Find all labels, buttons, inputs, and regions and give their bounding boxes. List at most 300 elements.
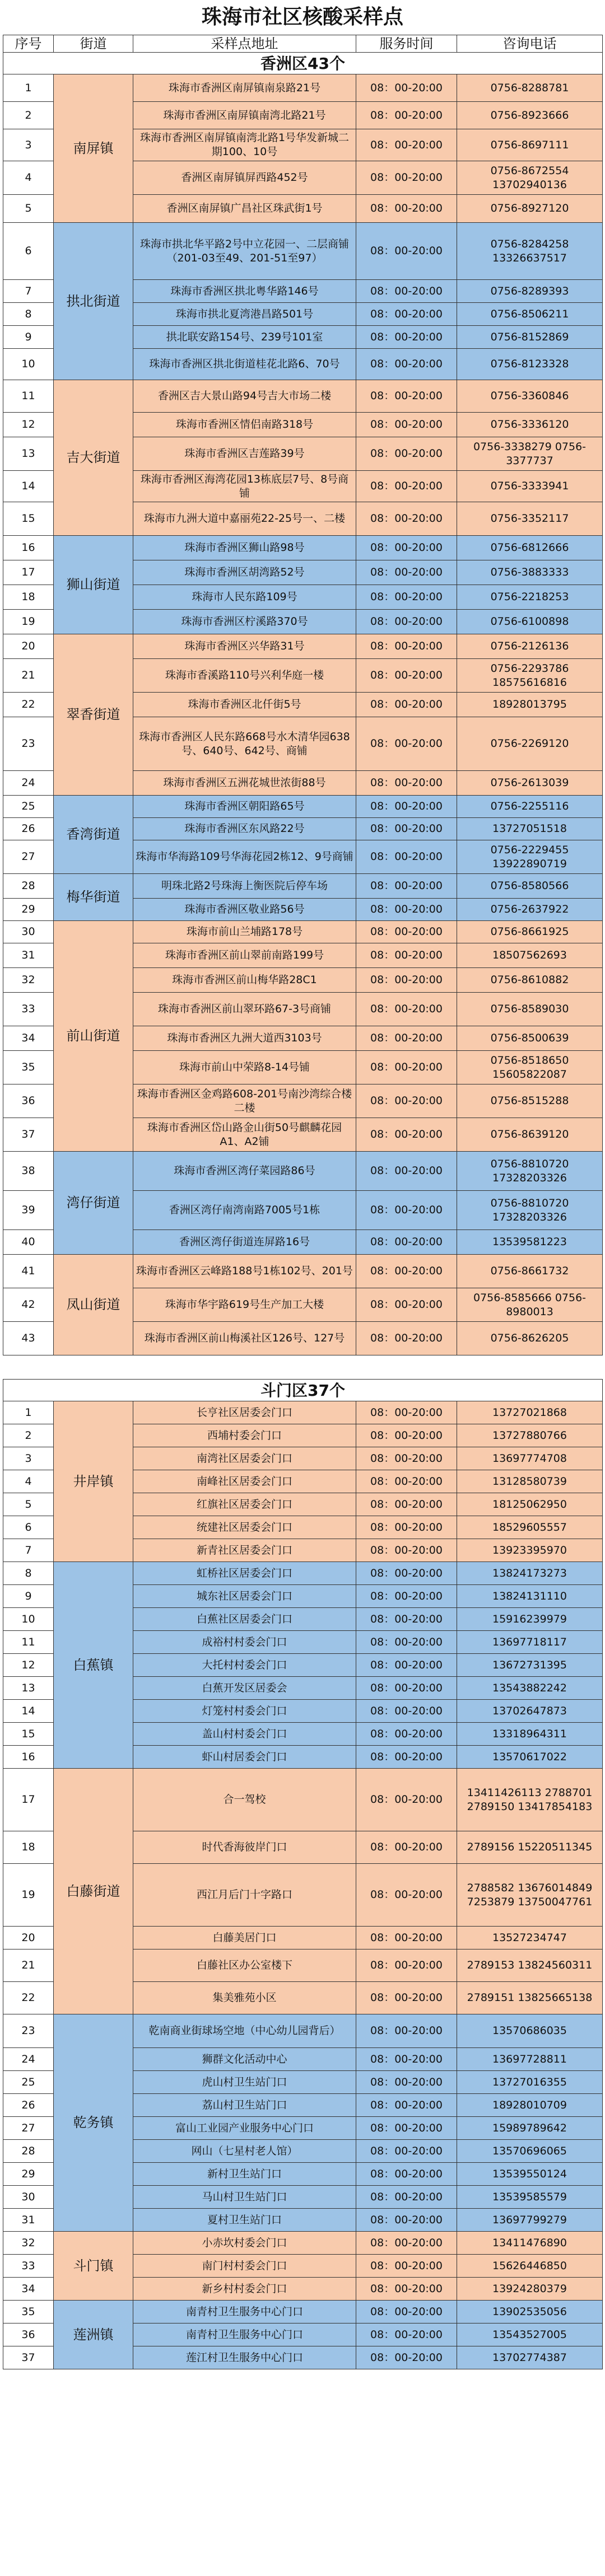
service-time-cell: 08：00-20:00 xyxy=(356,560,457,585)
phone-cell: 0756-6812666 xyxy=(457,536,603,560)
address-cell: 珠海市香洲区吉莲路39号 xyxy=(133,437,356,471)
address-cell: 新青社区居委会门口 xyxy=(133,1539,356,1562)
service-time-cell: 08：00-20:00 xyxy=(356,2255,457,2278)
phone-cell: 13902535056 xyxy=(457,2301,603,2323)
address-cell: 珠海市香洲区人民东路668号水木清华园638号、640号、642号、商铺 xyxy=(133,717,356,771)
row-number: 8 xyxy=(3,1562,54,1585)
row-number: 31 xyxy=(3,943,54,968)
service-time-cell: 08：00-20:00 xyxy=(356,1288,457,1322)
row-number: 7 xyxy=(3,280,54,303)
table-row xyxy=(3,921,603,943)
address-cell: 珠海市香溪路110号兴利华庭一楼 xyxy=(133,659,356,693)
address-cell: 珠海市香洲区狮山路98号 xyxy=(133,536,356,560)
phone-cell: 0756-8639120 xyxy=(457,1118,603,1152)
table-row xyxy=(3,634,603,659)
phone-cell: 18928013795 xyxy=(457,693,603,717)
row-number: 13 xyxy=(3,437,54,471)
row-number: 3 xyxy=(3,1447,54,1470)
service-time-cell: 08：00-20:00 xyxy=(356,2209,457,2232)
row-number: 28 xyxy=(3,874,54,899)
district-cell: 凤山街道 xyxy=(54,1255,133,1355)
service-time-cell: 08：00-20:00 xyxy=(356,1424,457,1447)
row-number: 22 xyxy=(3,1982,54,2014)
row-number: 40 xyxy=(3,1230,54,1255)
row-number: 35 xyxy=(3,2301,54,2323)
service-time-cell: 08：00-20:00 xyxy=(356,2163,457,2186)
address-cell: 明珠北路2号珠海上衡医院后停车场 xyxy=(133,874,356,899)
address-cell: 白蕉社区居委会门口 xyxy=(133,1608,356,1631)
phone-cell: 13727016355 xyxy=(457,2071,603,2094)
address-cell: 拱北联安路154号、239号101室 xyxy=(133,326,356,349)
row-number: 5 xyxy=(3,195,54,223)
row-number: 29 xyxy=(3,2163,54,2186)
address-cell: 珠海市香洲区前山翠环路67-3号商铺 xyxy=(133,993,356,1026)
phone-cell: 13411426113 2788701 2789150 13417854183 xyxy=(457,1769,603,1831)
section-title: 斗门区37个 xyxy=(3,1380,603,1401)
phone-cell: 0756-8589030 xyxy=(457,993,603,1026)
phone-cell: 0756-8152869 xyxy=(457,326,603,349)
phone-cell: 0756-8810720 17328203326 xyxy=(457,1152,603,1191)
phone-cell: 18507562693 xyxy=(457,943,603,968)
service-time-cell: 08：00-20:00 xyxy=(356,993,457,1026)
address-cell: 香洲区南屏镇屏西路452号 xyxy=(133,161,356,195)
address-cell: 大托村村委会门口 xyxy=(133,1654,356,1677)
phone-cell: 13727051518 xyxy=(457,818,603,840)
service-time-cell: 08：00-20:00 xyxy=(356,1191,457,1230)
service-time-cell: 08：00-20:00 xyxy=(356,1516,457,1539)
row-number: 17 xyxy=(3,1769,54,1831)
address-cell: 南青村卫生服务中心门口 xyxy=(133,2323,356,2346)
phone-cell: 13570696065 xyxy=(457,2140,603,2163)
phone-cell: 0756-2255116 xyxy=(457,796,603,818)
row-number: 1 xyxy=(3,74,54,102)
service-time-cell: 08：00-20:00 xyxy=(356,1152,457,1191)
address-cell: 珠海市香洲区湾仔菜园路86号 xyxy=(133,1152,356,1191)
address-cell: 成裕村村委会门口 xyxy=(133,1631,356,1654)
service-time-cell: 08：00-20:00 xyxy=(356,1539,457,1562)
address-cell: 珠海市香洲区南屏镇南湾北路21号 xyxy=(133,102,356,129)
service-time-cell: 08：00-20:00 xyxy=(356,102,457,129)
district-cell: 前山街道 xyxy=(54,921,133,1152)
address-cell: 珠海市香洲区敬业路56号 xyxy=(133,899,356,921)
service-time-cell: 08：00-20:00 xyxy=(356,968,457,993)
table-row xyxy=(3,874,603,899)
row-number: 11 xyxy=(3,380,54,413)
phone-cell: 0756-8284258 13326637517 xyxy=(457,223,603,280)
row-number: 29 xyxy=(3,899,54,921)
phone-cell: 13727021868 xyxy=(457,1401,603,1424)
phone-cell: 13824173273 xyxy=(457,1562,603,1585)
address-cell: 长亨社区居委会门口 xyxy=(133,1401,356,1424)
table-row xyxy=(3,74,603,102)
address-cell: 红旗社区居委会门口 xyxy=(133,1493,356,1516)
row-number: 33 xyxy=(3,993,54,1026)
row-number: 6 xyxy=(3,223,54,280)
service-time-cell: 08：00-20:00 xyxy=(356,2140,457,2163)
phone-cell: 0756-8661925 xyxy=(457,921,603,943)
row-number: 36 xyxy=(3,1084,54,1118)
row-number: 11 xyxy=(3,1631,54,1654)
phone-cell: 0756-8288781 xyxy=(457,74,603,102)
address-cell: 西埔村委会门口 xyxy=(133,1424,356,1447)
row-number: 23 xyxy=(3,717,54,771)
row-number: 18 xyxy=(3,585,54,610)
service-time-cell: 08：00-20:00 xyxy=(356,1608,457,1631)
row-number: 27 xyxy=(3,2117,54,2140)
address-cell: 珠海市香洲区情侣南路318号 xyxy=(133,413,356,437)
table-row xyxy=(3,1255,603,1288)
address-cell: 珠海市香洲区东风路22号 xyxy=(133,818,356,840)
table-row xyxy=(3,380,603,413)
district-cell: 白蕉镇 xyxy=(54,1562,133,1769)
phone-cell: 0756-2126136 xyxy=(457,634,603,659)
table-row xyxy=(3,1152,603,1191)
address-cell: 珠海市香洲区前山翠前南路199号 xyxy=(133,943,356,968)
address-cell: 珠海市华海路109号华海花园2栋12、9号商铺 xyxy=(133,840,356,874)
address-cell: 珠海市香洲区海湾花园13栋底层7号、8号商铺 xyxy=(133,471,356,502)
district-cell: 白藤街道 xyxy=(54,1769,133,2014)
row-number: 26 xyxy=(3,818,54,840)
service-time-cell: 08：00-20:00 xyxy=(356,437,457,471)
service-time-cell: 08：00-20:00 xyxy=(356,1026,457,1051)
header-address: 采样点地址 xyxy=(133,35,356,53)
service-time-cell: 08：00-20:00 xyxy=(356,2232,457,2255)
address-cell: 珠海市九洲大道中嘉丽苑22-25号一、二楼 xyxy=(133,502,356,536)
service-time-cell: 08：00-20:00 xyxy=(356,693,457,717)
address-cell: 虹桥社区居委会门口 xyxy=(133,1562,356,1585)
phone-cell: 13702774387 xyxy=(457,2346,603,2369)
address-cell: 珠海市香洲区九洲大道西3103号 xyxy=(133,1026,356,1051)
service-time-cell: 08：00-20:00 xyxy=(356,303,457,326)
table-row xyxy=(3,2232,603,2255)
service-time-cell: 08：00-20:00 xyxy=(356,921,457,943)
row-number: 22 xyxy=(3,693,54,717)
header-phone: 咨询电话 xyxy=(457,35,603,53)
header-no: 序号 xyxy=(3,35,54,53)
address-cell: 新乡村村委会门口 xyxy=(133,2278,356,2301)
phone-cell: 0756-8123328 xyxy=(457,349,603,380)
row-number: 21 xyxy=(3,1949,54,1982)
service-time-cell: 08：00-20:00 xyxy=(356,1051,457,1084)
table-row xyxy=(3,1769,603,1831)
service-time-cell: 08：00-20:00 xyxy=(356,2117,457,2140)
phone-cell: 0756-3360846 xyxy=(457,380,603,413)
service-time-cell: 08：00-20:00 xyxy=(356,1723,457,1746)
header-district: 街道 xyxy=(54,35,133,53)
service-time-cell: 08：00-20:00 xyxy=(356,1949,457,1982)
row-number: 20 xyxy=(3,1927,54,1949)
address-cell: 城东社区居委会门口 xyxy=(133,1585,356,1608)
row-number: 30 xyxy=(3,2186,54,2209)
phone-cell: 0756-8585666 0756-8980013 xyxy=(457,1288,603,1322)
phone-cell: 0756-8515288 xyxy=(457,1084,603,1118)
district-cell: 拱北街道 xyxy=(54,223,133,380)
address-cell: 南湾社区居委会门口 xyxy=(133,1447,356,1470)
address-cell: 珠海市香洲区柠溪路370号 xyxy=(133,610,356,634)
address-cell: 集美雅苑小区 xyxy=(133,1982,356,2014)
phone-cell: 0756-8506211 xyxy=(457,303,603,326)
row-number: 28 xyxy=(3,2140,54,2163)
phone-cell: 2789156 15220511345 xyxy=(457,1831,603,1864)
address-cell: 珠海市香洲区拱北粤华路146号 xyxy=(133,280,356,303)
service-time-cell: 08：00-20:00 xyxy=(356,1470,457,1493)
address-cell: 西江月后门十字路口 xyxy=(133,1864,356,1927)
row-number: 12 xyxy=(3,1654,54,1677)
address-cell: 富山工业园产业服务中心门口 xyxy=(133,2117,356,2140)
phone-cell: 0756-2613039 xyxy=(457,771,603,796)
address-cell: 珠海市拱北夏湾港昌路501号 xyxy=(133,303,356,326)
address-cell: 珠海市香洲区云峰路188号1栋102号、201号 xyxy=(133,1255,356,1288)
service-time-cell: 08：00-20:00 xyxy=(356,2186,457,2209)
district-cell: 莲洲镇 xyxy=(54,2301,133,2369)
service-time-cell: 08：00-20:00 xyxy=(356,1677,457,1700)
row-number: 10 xyxy=(3,1608,54,1631)
service-time-cell: 08：00-20:00 xyxy=(356,1118,457,1152)
service-time-cell: 08：00-20:00 xyxy=(356,1401,457,1424)
phone-cell: 0756-3338279 0756-3377737 xyxy=(457,437,603,471)
address-cell: 荔山村卫生站门口 xyxy=(133,2094,356,2117)
phone-cell: 13697774708 xyxy=(457,1447,603,1470)
phone-cell: 0756-3336120 xyxy=(457,413,603,437)
service-time-cell: 08：00-20:00 xyxy=(356,1982,457,2014)
row-number: 18 xyxy=(3,1831,54,1864)
service-time-cell: 08：00-20:00 xyxy=(356,2094,457,2117)
address-cell: 珠海市香洲区胡湾路52号 xyxy=(133,560,356,585)
service-time-cell: 08：00-20:00 xyxy=(356,771,457,796)
table-row xyxy=(3,536,603,560)
phone-cell: 0756-8927120 xyxy=(457,195,603,223)
phone-cell: 13539585579 xyxy=(457,2186,603,2209)
phone-cell: 0756-2637922 xyxy=(457,899,603,921)
address-cell: 网山（七星村老人馆） xyxy=(133,2140,356,2163)
phone-cell: 13924280379 xyxy=(457,2278,603,2301)
row-number: 17 xyxy=(3,560,54,585)
row-number: 25 xyxy=(3,2071,54,2094)
row-number: 14 xyxy=(3,471,54,502)
row-number: 19 xyxy=(3,1864,54,1927)
district-cell: 斗门镇 xyxy=(54,2232,133,2301)
service-time-cell: 08：00-20:00 xyxy=(356,1654,457,1677)
phone-cell: 18529605557 xyxy=(457,1516,603,1539)
row-number: 1 xyxy=(3,1401,54,1424)
phone-cell: 18125062950 xyxy=(457,1493,603,1516)
service-time-cell: 08：00-20:00 xyxy=(356,1084,457,1118)
phone-cell: 13411476890 xyxy=(457,2232,603,2255)
row-number: 5 xyxy=(3,1493,54,1516)
address-cell: 白蕉开发区居委会 xyxy=(133,1677,356,1700)
service-time-cell: 08：00-20:00 xyxy=(356,195,457,223)
phone-cell: 0756-8626205 xyxy=(457,1322,603,1355)
phone-cell: 0756-8810720 17328203326 xyxy=(457,1191,603,1230)
service-time-cell: 08：00-20:00 xyxy=(356,471,457,502)
district-cell: 井岸镇 xyxy=(54,1401,133,1562)
phone-cell: 13570617022 xyxy=(457,1746,603,1769)
section-header-row xyxy=(3,53,603,74)
address-cell: 香洲区吉大景山路94号吉大市场二楼 xyxy=(133,380,356,413)
address-cell: 狮群文化活动中心 xyxy=(133,2048,356,2071)
phone-cell: 0756-8289393 xyxy=(457,280,603,303)
service-time-cell: 08：00-20:00 xyxy=(356,349,457,380)
address-cell: 虎山村卫生站门口 xyxy=(133,2071,356,2094)
service-time-cell: 08：00-20:00 xyxy=(356,874,457,899)
row-number: 24 xyxy=(3,2048,54,2071)
phone-cell: 0756-3883333 xyxy=(457,560,603,585)
service-time-cell: 08：00-20:00 xyxy=(356,223,457,280)
phone-cell: 0756-8697111 xyxy=(457,129,603,161)
phone-cell: 2788582 13676014849 7253879 13750047761 xyxy=(457,1864,603,1927)
address-cell: 统建社区居委会门口 xyxy=(133,1516,356,1539)
address-cell: 珠海市人民东路109号 xyxy=(133,585,356,610)
phone-cell: 0756-2269120 xyxy=(457,717,603,771)
district-cell: 翠香街道 xyxy=(54,634,133,796)
address-cell: 珠海市香洲区岱山路金山街50号麒麟花园A1、A2铺 xyxy=(133,1118,356,1152)
phone-cell: 0756-2218253 xyxy=(457,585,603,610)
section-gap-cell xyxy=(3,1355,603,1380)
address-cell: 珠海市华宇路619号生产加工大楼 xyxy=(133,1288,356,1322)
district-cell: 狮山街道 xyxy=(54,536,133,634)
row-number: 35 xyxy=(3,1051,54,1084)
service-time-cell: 08：00-20:00 xyxy=(356,2048,457,2071)
row-number: 25 xyxy=(3,796,54,818)
service-time-cell: 08：00-20:00 xyxy=(356,2014,457,2048)
service-time-cell: 08：00-20:00 xyxy=(356,2301,457,2323)
row-number: 7 xyxy=(3,1539,54,1562)
phone-cell: 13672731395 xyxy=(457,1654,603,1677)
service-time-cell: 08：00-20:00 xyxy=(356,585,457,610)
address-cell: 南青村卫生服务中心门口 xyxy=(133,2301,356,2323)
phone-cell: 13539581223 xyxy=(457,1230,603,1255)
service-time-cell: 08：00-20:00 xyxy=(356,74,457,102)
table-row xyxy=(3,223,603,280)
address-cell: 珠海市香洲区南屏镇南泉路21号 xyxy=(133,74,356,102)
table-row xyxy=(3,2014,603,2048)
district-cell: 南屏镇 xyxy=(54,74,133,223)
service-time-cell: 08：00-20:00 xyxy=(356,1585,457,1608)
service-time-cell: 08：00-20:00 xyxy=(356,610,457,634)
phone-cell: 13824131110 xyxy=(457,1585,603,1608)
service-time-cell: 08：00-20:00 xyxy=(356,1322,457,1355)
service-time-cell: 08：00-20:00 xyxy=(356,1230,457,1255)
service-time-cell: 08：00-20:00 xyxy=(356,818,457,840)
phone-cell: 0756-8518650 15605822087 xyxy=(457,1051,603,1084)
service-time-cell: 08：00-20:00 xyxy=(356,634,457,659)
service-time-cell: 08：00-20:00 xyxy=(356,536,457,560)
row-number: 10 xyxy=(3,349,54,380)
service-time-cell: 08：00-20:00 xyxy=(356,1864,457,1927)
service-time-cell: 08：00-20:00 xyxy=(356,1562,457,1585)
row-number: 37 xyxy=(3,2346,54,2369)
address-cell: 小赤坎村委会门口 xyxy=(133,2232,356,2255)
address-cell: 珠海市香洲区五洲花城世浓街88号 xyxy=(133,771,356,796)
table-row xyxy=(3,1401,603,1424)
phone-cell: 13727880766 xyxy=(457,1424,603,1447)
sampling-sites-table xyxy=(3,35,603,2369)
phone-cell: 0756-8500639 xyxy=(457,1026,603,1051)
row-number: 4 xyxy=(3,161,54,195)
address-cell: 灯笼村村委会门口 xyxy=(133,1700,356,1723)
row-number: 6 xyxy=(3,1516,54,1539)
row-number: 16 xyxy=(3,1746,54,1769)
row-number: 19 xyxy=(3,610,54,634)
phone-cell: 0756-8580566 xyxy=(457,874,603,899)
district-cell: 香湾街道 xyxy=(54,796,133,874)
phone-cell: 0756-2293786 18575616816 xyxy=(457,659,603,693)
service-time-cell: 08：00-20:00 xyxy=(356,659,457,693)
address-cell: 珠海市香洲区前山梅溪社区126号、127号 xyxy=(133,1322,356,1355)
row-number: 38 xyxy=(3,1152,54,1191)
row-number: 24 xyxy=(3,771,54,796)
district-cell: 乾务镇 xyxy=(54,2014,133,2232)
phone-cell: 0756-8661732 xyxy=(457,1255,603,1288)
service-time-cell: 08：00-20:00 xyxy=(356,1746,457,1769)
service-time-cell: 08：00-20:00 xyxy=(356,502,457,536)
row-number: 9 xyxy=(3,326,54,349)
section-title: 香洲区43个 xyxy=(3,53,603,74)
address-cell: 珠海市前山中荣路8-14号铺 xyxy=(133,1051,356,1084)
row-number: 2 xyxy=(3,102,54,129)
address-cell: 珠海市香洲区南屏镇南湾北路1号华发新城二期100、10号 xyxy=(133,129,356,161)
row-number: 3 xyxy=(3,129,54,161)
row-number: 21 xyxy=(3,659,54,693)
row-number: 12 xyxy=(3,413,54,437)
service-time-cell: 08：00-20:00 xyxy=(356,280,457,303)
service-time-cell: 08：00-20:00 xyxy=(356,717,457,771)
phone-cell: 0756-8672554 13702940136 xyxy=(457,161,603,195)
phone-cell: 13697718117 xyxy=(457,1631,603,1654)
row-number: 37 xyxy=(3,1118,54,1152)
service-time-cell: 08：00-20:00 xyxy=(356,2278,457,2301)
district-cell: 梅华街道 xyxy=(54,874,133,921)
row-number: 14 xyxy=(3,1700,54,1723)
service-time-cell: 08：00-20:00 xyxy=(356,129,457,161)
address-cell: 珠海市香洲区金鸡路608-201号南沙湾综合楼二楼 xyxy=(133,1084,356,1118)
phone-cell: 13697728811 xyxy=(457,2048,603,2071)
service-time-cell: 08：00-20:00 xyxy=(356,796,457,818)
phone-cell: 0756-6100898 xyxy=(457,610,603,634)
address-cell: 南峰社区居委会门口 xyxy=(133,1470,356,1493)
address-cell: 白藤美居门口 xyxy=(133,1927,356,1949)
row-number: 42 xyxy=(3,1288,54,1322)
row-number: 41 xyxy=(3,1255,54,1288)
row-number: 43 xyxy=(3,1322,54,1355)
phone-cell: 0756-3333941 xyxy=(457,471,603,502)
phone-cell: 0756-8610882 xyxy=(457,968,603,993)
page-title: 珠海市社区核酸采样点 xyxy=(201,6,403,29)
service-time-cell: 08：00-20:00 xyxy=(356,1927,457,1949)
phone-cell: 13543527005 xyxy=(457,2323,603,2346)
address-cell: 合一驾校 xyxy=(133,1769,356,1831)
address-cell: 珠海市香洲区兴华路31号 xyxy=(133,634,356,659)
phone-cell: 18928010709 xyxy=(457,2094,603,2117)
row-number: 32 xyxy=(3,968,54,993)
address-cell: 珠海市拱北华平路2号中立花园一、二层商铺（201-03至49、201-51至97） xyxy=(133,223,356,280)
phone-cell: 13923395970 xyxy=(457,1539,603,1562)
row-number: 26 xyxy=(3,2094,54,2117)
row-number: 30 xyxy=(3,921,54,943)
phone-cell: 13570686035 xyxy=(457,2014,603,2048)
phone-cell: 15626446850 xyxy=(457,2255,603,2278)
address-cell: 时代香海彼岸门口 xyxy=(133,1831,356,1864)
address-cell: 香洲区湾仔街道连屏路16号 xyxy=(133,1230,356,1255)
phone-cell: 13697799279 xyxy=(457,2209,603,2232)
phone-cell: 13128580739 xyxy=(457,1470,603,1493)
row-number: 32 xyxy=(3,2232,54,2255)
phone-cell: 15916239979 xyxy=(457,1608,603,1631)
table-body xyxy=(3,53,603,2369)
address-cell: 香洲区湾仔南湾南路7005号1栋 xyxy=(133,1191,356,1230)
service-time-cell: 08：00-20:00 xyxy=(356,1631,457,1654)
service-time-cell: 08：00-20:00 xyxy=(356,1831,457,1864)
